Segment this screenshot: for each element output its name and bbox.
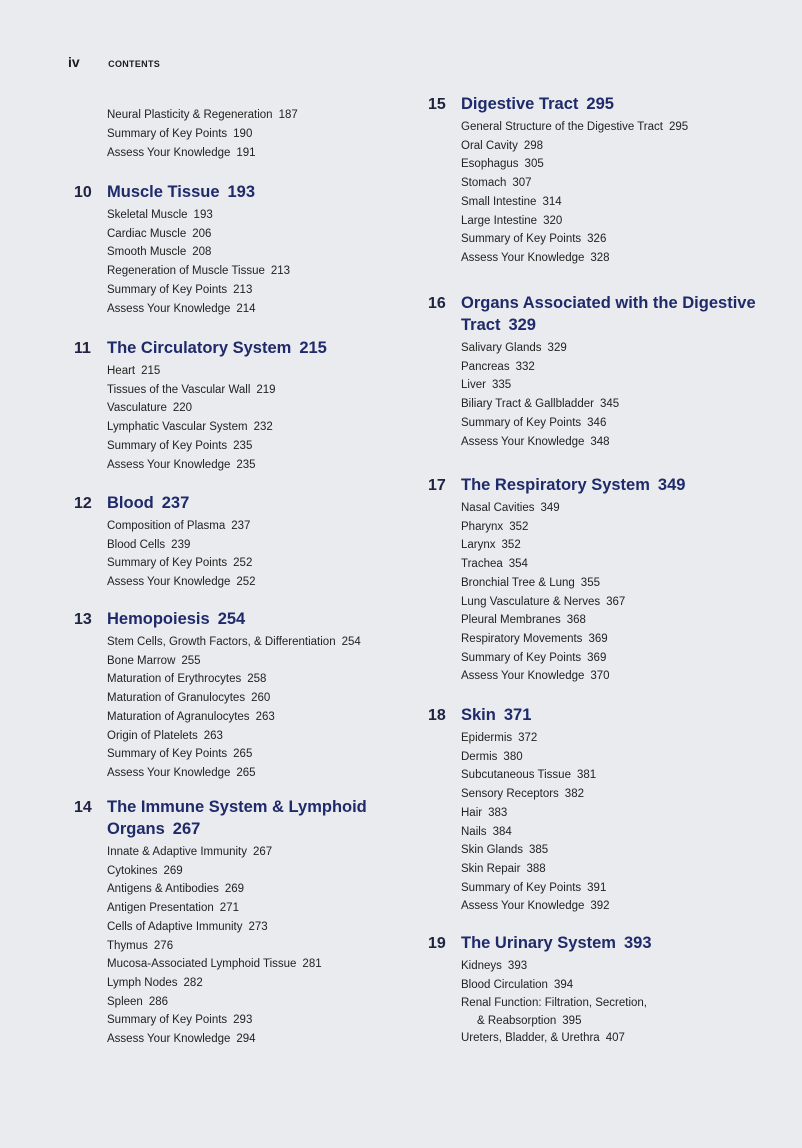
chapter-10 xyxy=(74,181,454,318)
toc-entry[interactable]: Assess Your Knowledge 252 xyxy=(107,576,256,589)
toc-entry[interactable]: Assess Your Knowledge 235 xyxy=(107,458,256,471)
toc-entry[interactable]: Assess Your Knowledge 191 xyxy=(107,147,256,159)
chapter-title: Hemopoiesis 254 xyxy=(107,610,246,628)
toc-entry[interactable]: Antigens & Antibodies 269 xyxy=(107,883,245,896)
toc-entry[interactable]: Cytokines 269 xyxy=(107,864,183,877)
toc-entry[interactable]: Neural Plasticity & Regeneration 187 xyxy=(107,109,298,121)
toc-entry[interactable]: General Structure of the Digestive Tract 295 xyxy=(461,121,689,133)
chapter-heading[interactable]: 17 The Respiratory System 349 xyxy=(428,476,686,494)
toc-entry[interactable]: Stomach 307 xyxy=(461,177,532,190)
toc-entry[interactable]: Summary of Key Points 369 xyxy=(461,651,607,664)
toc-entry[interactable]: Large Intestine 320 xyxy=(461,214,563,227)
toc-entry[interactable]: Trachea 354 xyxy=(461,558,528,571)
toc-entry[interactable]: Spleen 286 xyxy=(107,995,168,1008)
toc-entry[interactable]: Assess Your Knowledge 392 xyxy=(461,900,610,913)
chapter-title: Digestive Tract 295 xyxy=(461,95,614,113)
toc-entry[interactable]: Small Intestine 314 xyxy=(461,195,562,208)
toc-entry[interactable]: Skin Glands 385 xyxy=(461,844,549,857)
chapter-heading[interactable]: 10 Muscle Tissue 193 xyxy=(74,183,256,201)
section-list xyxy=(107,206,454,318)
page-number: iv xyxy=(68,54,80,70)
toc-entry[interactable]: Assess Your Knowledge 214 xyxy=(107,302,256,315)
toc-entry[interactable]: Summary of Key Points 346 xyxy=(461,416,607,429)
toc-entry[interactable]: Antigen Presentation 271 xyxy=(107,902,239,915)
toc-entry[interactable]: Maturation of Granulocytes 260 xyxy=(107,692,271,705)
toc-entry[interactable]: Respiratory Movements 369 xyxy=(461,632,608,645)
toc-entry[interactable]: Liver 335 xyxy=(461,379,512,392)
toc-entry[interactable]: Summary of Key Points 190 xyxy=(107,128,253,140)
toc-entry[interactable]: Assess Your Knowledge 348 xyxy=(461,435,610,448)
toc-entry[interactable]: Cells of Adaptive Immunity 273 xyxy=(107,920,268,933)
toc-entry[interactable]: Thymus 276 xyxy=(107,939,174,952)
chapter-title: Skin 371 xyxy=(461,706,532,724)
chapter-title: The Immune System & Lymphoid Organs 267 xyxy=(107,798,367,838)
toc-entry[interactable]: Kidneys 393 xyxy=(461,960,528,972)
toc-entry[interactable]: Ureters, Bladder, & Urethra 407 xyxy=(461,1032,625,1045)
toc-entry[interactable]: Assess Your Knowledge 265 xyxy=(107,766,256,779)
chapter-title: The Urinary System 393 xyxy=(461,934,652,952)
chapter-heading[interactable]: 16 Organs Associated with the Digestive Tract 329 xyxy=(428,294,756,334)
toc-entry[interactable]: Sensory Receptors 382 xyxy=(461,788,584,801)
toc-entry[interactable]: Salivary Glands 329 xyxy=(461,342,567,354)
toc-entry[interactable]: Regeneration of Muscle Tissue 213 xyxy=(107,265,291,278)
toc-entry[interactable]: Heart 215 xyxy=(107,365,161,377)
toc-entry[interactable]: Vasculature 220 xyxy=(107,402,193,415)
toc-entry[interactable]: Skin Repair 388 xyxy=(461,862,546,875)
chapter-heading[interactable]: 11 The Circulatory System 215 xyxy=(74,339,327,357)
section-list xyxy=(107,633,454,783)
chapter-title: The Circulatory System 215 xyxy=(107,339,327,357)
chapter-17 xyxy=(428,474,768,686)
chapter-title: Muscle Tissue 193 xyxy=(107,183,256,201)
toc-entry[interactable]: Blood Cells 239 xyxy=(107,538,191,551)
toc-entry[interactable]: Composition of Plasma 237 xyxy=(107,520,251,532)
chapter-16 xyxy=(428,292,768,451)
chapter-heading[interactable]: 18 Skin 371 xyxy=(428,706,532,724)
section-list xyxy=(461,957,768,1048)
chapter-heading[interactable]: 13 Hemopoiesis 254 xyxy=(74,610,246,628)
toc-entry[interactable]: Mucosa-Associated Lymphoid Tissue 281 xyxy=(107,958,322,971)
section-list xyxy=(461,339,768,451)
chapter-title: The Respiratory System 349 xyxy=(461,476,686,494)
section-list xyxy=(107,517,454,592)
toc-entry[interactable]: Hair 383 xyxy=(461,806,508,819)
toc-entry[interactable]: Summary of Key Points 265 xyxy=(107,748,253,761)
toc-entry[interactable]: Renal Function: Filtration, Secretion, & Reabsorption 395 xyxy=(461,997,648,1028)
chapter-heading[interactable]: 19 The Urinary System 393 xyxy=(428,934,652,952)
toc-entry[interactable]: Origin of Platelets 263 xyxy=(107,729,223,742)
chapter-15 xyxy=(428,93,768,268)
chapter-19 xyxy=(428,932,768,1048)
running-header-label: CONTENTS xyxy=(108,59,161,69)
toc-entry[interactable]: Summary of Key Points 293 xyxy=(107,1014,253,1027)
toc-entry[interactable]: Stem Cells, Growth Factors, & Differentiation 254 xyxy=(107,636,361,648)
toc-entry[interactable]: Dermis 380 xyxy=(461,750,523,763)
section-list xyxy=(461,729,768,916)
toc-entry[interactable]: Cardiac Muscle 206 xyxy=(107,227,212,240)
toc-entry[interactable]: Larynx 352 xyxy=(461,539,521,552)
toc-entry[interactable]: Lymph Nodes 282 xyxy=(107,976,203,989)
toc-entry[interactable]: Lymphatic Vascular System 232 xyxy=(107,421,273,434)
chapter-13 xyxy=(74,608,454,783)
chapter-title: Organs Associated with the Digestive Tract 329 xyxy=(461,294,756,334)
toc-entry[interactable]: Summary of Key Points 213 xyxy=(107,283,253,296)
toc-entry[interactable]: Biliary Tract & Gallbladder 345 xyxy=(461,398,620,411)
toc-entry[interactable]: Assess Your Knowledge 328 xyxy=(461,251,610,264)
toc-entry[interactable]: Nails 384 xyxy=(461,825,512,838)
toc-entry[interactable]: Maturation of Agranulocytes 263 xyxy=(107,710,275,723)
chapter-12 xyxy=(74,492,454,592)
section-list xyxy=(107,362,454,474)
toc-entry[interactable]: Assess Your Knowledge 370 xyxy=(461,670,610,683)
toc-entry[interactable]: Subcutaneous Tissue 381 xyxy=(461,769,597,782)
toc-entry[interactable]: Assess Your Knowledge 294 xyxy=(107,1033,256,1046)
section-list xyxy=(461,118,768,268)
chapter-18 xyxy=(428,704,768,916)
section-list xyxy=(461,499,768,686)
toc-entry[interactable]: Pleural Membranes 368 xyxy=(461,614,586,627)
chapter-title: Blood 237 xyxy=(107,494,190,512)
toc-entry[interactable]: Lung Vasculature & Nerves 367 xyxy=(461,595,626,608)
toc-entry[interactable]: Nasal Cavities 349 xyxy=(461,502,560,514)
chapter-11 xyxy=(74,337,454,474)
continued-sections xyxy=(107,106,298,163)
chapter-14 xyxy=(74,796,454,1049)
toc-entry[interactable]: Summary of Key Points 252 xyxy=(107,557,253,570)
toc-entry[interactable]: Tissues of the Vascular Wall 219 xyxy=(107,383,276,396)
toc-entry[interactable]: Oral Cavity 298 xyxy=(461,139,544,152)
toc-entry[interactable]: Pancreas 332 xyxy=(461,360,535,373)
toc-entry[interactable]: Pharynx 352 xyxy=(461,520,529,533)
section-list xyxy=(107,843,454,1049)
toc-entry[interactable]: Blood Circulation 394 xyxy=(461,978,574,991)
toc-entry[interactable]: Skeletal Muscle 193 xyxy=(107,209,213,221)
toc-entry[interactable]: Summary of Key Points 235 xyxy=(107,439,253,452)
toc-entry[interactable]: Smooth Muscle 208 xyxy=(107,246,212,259)
toc-entry[interactable]: Summary of Key Points 326 xyxy=(461,233,607,246)
toc-entry[interactable]: Maturation of Erythrocytes 258 xyxy=(107,673,267,686)
chapter-heading[interactable]: 15 Digestive Tract 295 xyxy=(428,95,614,113)
chapter-heading[interactable]: 14 The Immune System & Lymphoid Organs 267 xyxy=(74,798,367,838)
toc-entry[interactable]: Innate & Adaptive Immunity 267 xyxy=(107,846,273,858)
toc-entry[interactable]: Esophagus 305 xyxy=(461,158,544,171)
toc-entry[interactable]: Bone Marrow 255 xyxy=(107,654,201,667)
toc-entry[interactable]: Bronchial Tree & Lung 355 xyxy=(461,576,600,589)
toc-entry[interactable]: Summary of Key Points 391 xyxy=(461,881,607,894)
page-header xyxy=(68,54,160,72)
chapter-heading[interactable]: 12 Blood 237 xyxy=(74,494,190,512)
toc-entry[interactable]: Epidermis 372 xyxy=(461,732,538,744)
